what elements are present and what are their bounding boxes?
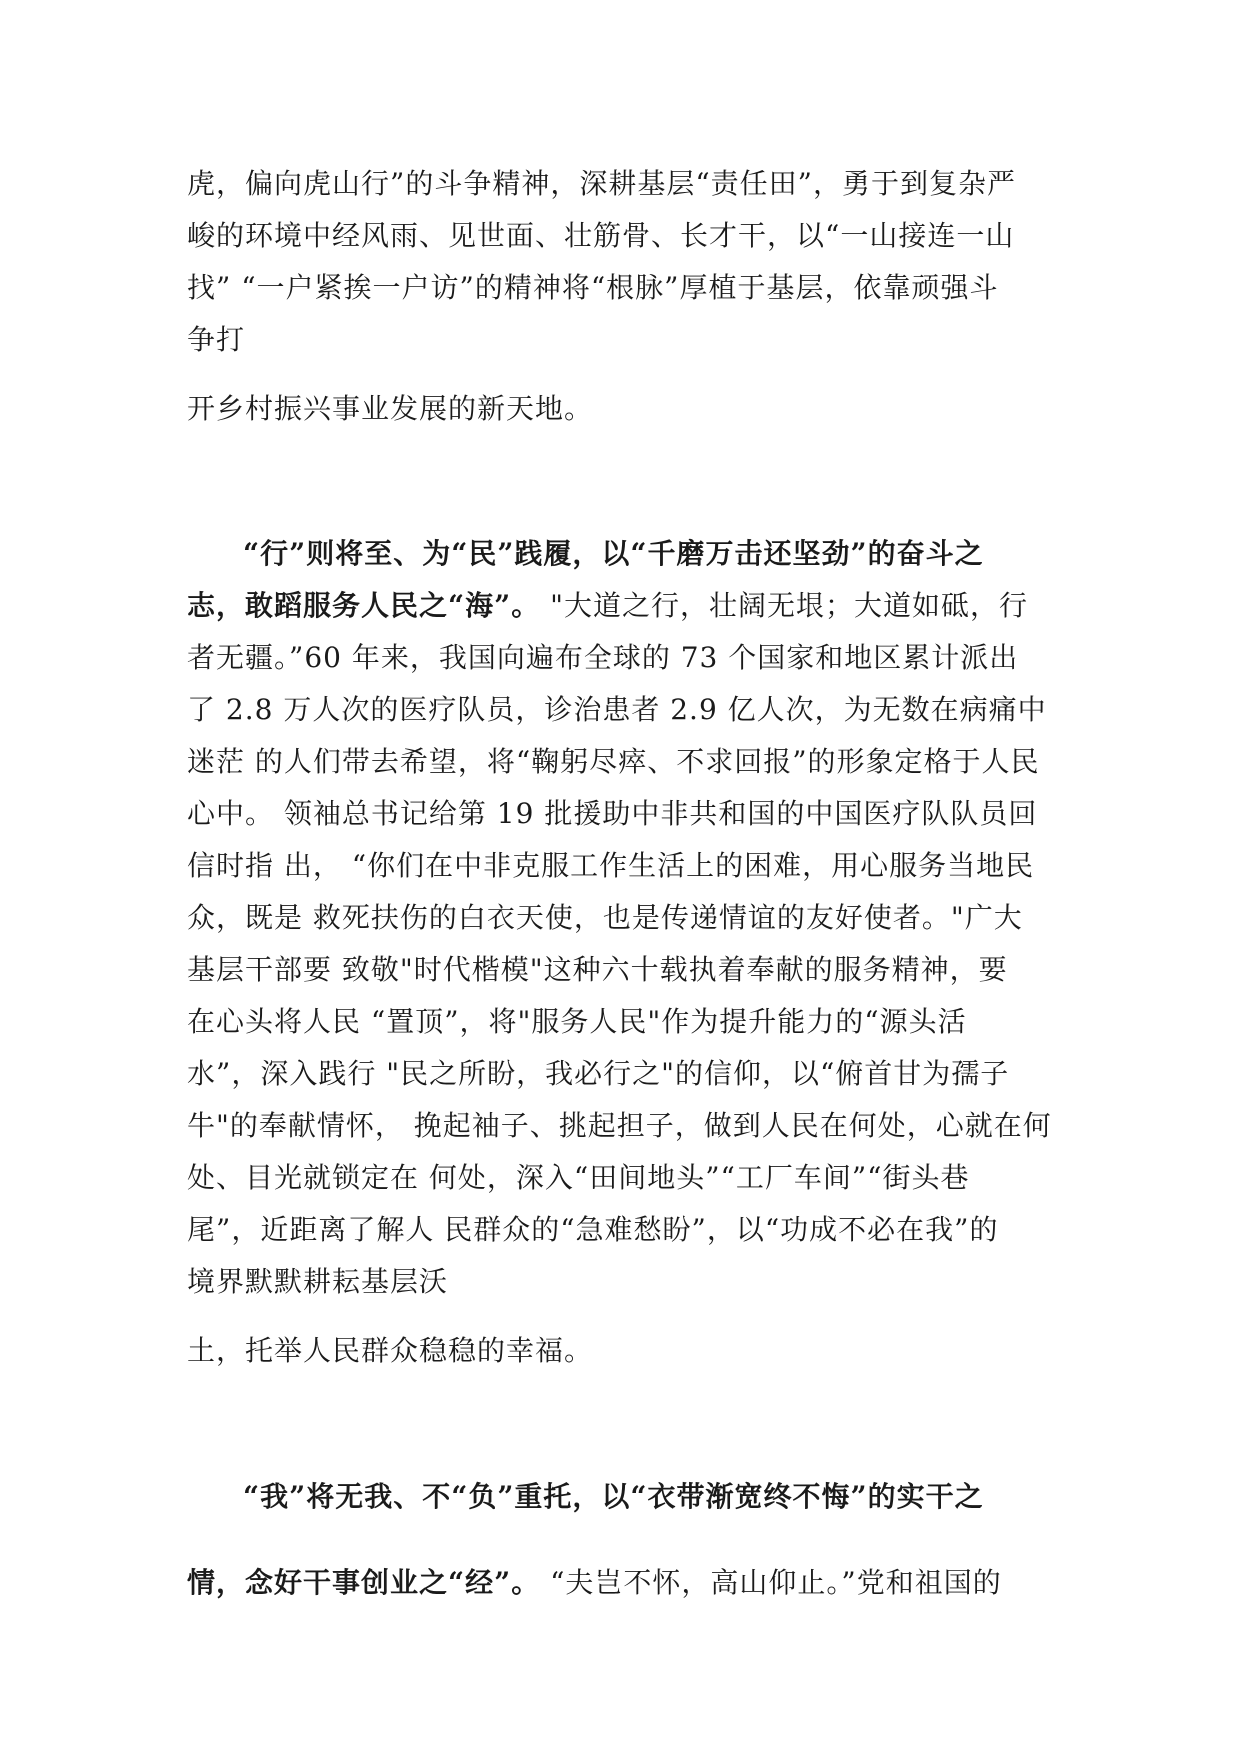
- text-span: "大道之行，壮阔无垠；大道如砥，行: [540, 589, 1028, 622]
- text-line: [187, 586, 1028, 626]
- text-line: 众，既是 救死扶伤的白衣天使，也是传递情谊的友好使者。"广大: [187, 901, 1023, 934]
- text-line: 在心头将人民 “置顶”，将"服务人民"作为提升能力的“源头活: [187, 1005, 967, 1038]
- text-line: 尾”，近距离了解人 民群众的“急难愁盼”，以“功成不必在我”的: [187, 1213, 999, 1246]
- text-line: 处、目光就锁定在 何处，深入“田间地头”“工厂车间”“街头巷: [187, 1161, 970, 1194]
- text-line: 境界默默耕耘基层沃: [187, 1265, 449, 1298]
- section-heading-end: 情，念好干事创业之“经”。: [187, 1566, 541, 1599]
- text-span: “夫岂不怀，高山仰止。”党和祖国的: [540, 1566, 1002, 1599]
- text-line: 了 2.8 万人次的医疗队员，诊治患者 2.9 亿人次，为无数在病痛中: [187, 693, 1047, 726]
- text-line: 信时指 出， “你们在中非克服工作生活上的困难，用心服务当地民: [187, 849, 1035, 882]
- section-heading-end: 志，敢蹈服务人民之“海”。: [187, 589, 541, 622]
- text-line: 牛"的奉献情怀， 挽起袖子、挑起担子，做到人民在何处，心就在何: [187, 1109, 1052, 1142]
- section-heading: “行”则将至、为“民”践履，以“千磨万击还坚劲”的奋斗之: [243, 537, 984, 570]
- text-line: 虎，偏向虎山行”的斗争精神，深耕基层“责任田”，勇于到复杂严: [187, 167, 1016, 200]
- text-line: 迷茫 的人们带去希望，将“鞠躬尽瘁、不求回报”的形象定格于人民: [187, 745, 1040, 778]
- text-line: 基层干部要 致敬"时代楷模"这种六十载执着奉献的服务精神，要: [187, 953, 1008, 986]
- text-line: 土，托举人民群众稳稳的幸福。: [187, 1334, 594, 1367]
- text-line: [187, 1563, 1002, 1603]
- text-line: 者无疆。”60 年来，我国向遍布全球的 73 个国家和地区累计派出: [187, 641, 1019, 674]
- text-line: 争打: [187, 323, 246, 356]
- text-line: 峻的环境中经风雨、见世面、壮筋骨、长才干，以“一山接连一山: [187, 219, 1015, 252]
- text-line: 心中。 领袖总书记给第 19 批援助中非共和国的中国医疗队队员回: [187, 797, 1038, 830]
- text-line: 开乡村振兴事业发展的新天地。: [187, 392, 594, 425]
- section-heading: “我”将无我、不“负”重托，以“衣带渐宽终不悔”的实干之: [243, 1480, 984, 1513]
- text-line: 找” “一户紧挨一户访”的精神将“根脉”厚植于基层，依靠顽强斗: [187, 271, 999, 304]
- text-line: 水”，深入践行 "民之所盼，我必行之"的信仰，以“俯首甘为孺子: [187, 1057, 1010, 1090]
